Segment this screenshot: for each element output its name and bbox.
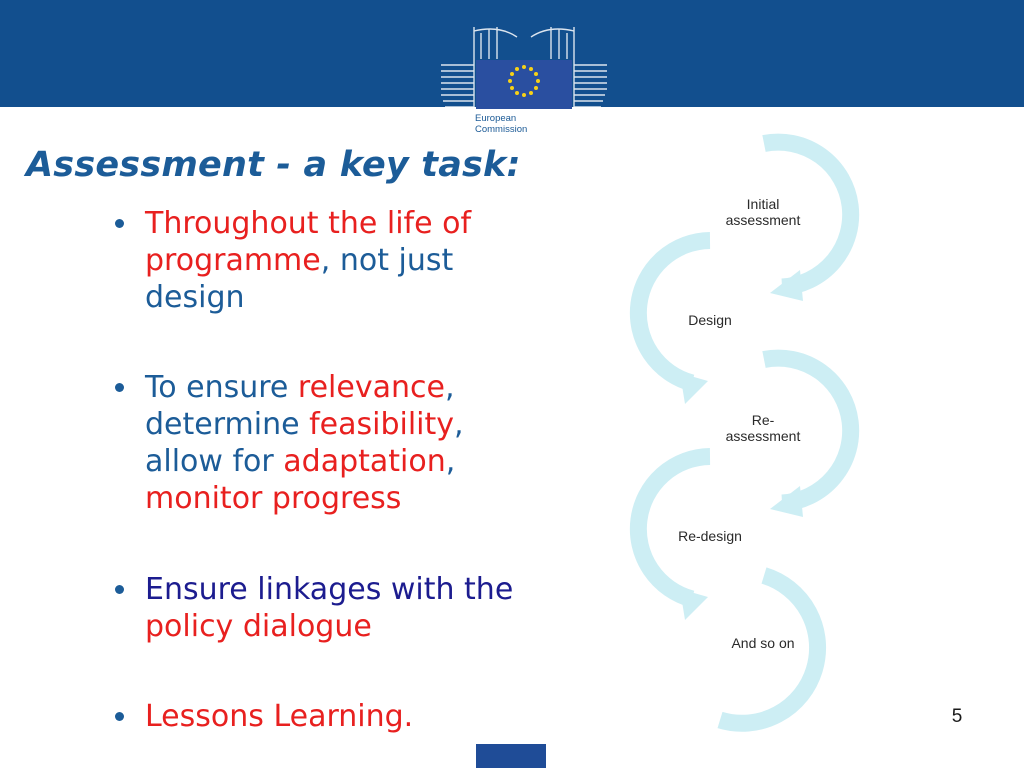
bullet-text: , allow for <box>145 407 464 479</box>
footer-flag <box>476 744 546 768</box>
cycle-node-initial-assessment: Initial assessment <box>725 196 801 228</box>
bullet-text: To ensure <box>145 370 298 405</box>
cycle-node-and-so-on: And so on <box>731 635 795 651</box>
bullet-text: policy dialogue <box>145 609 372 644</box>
bullet-text: monitor progress <box>145 481 402 516</box>
cycle-node-re-assessment: Re- assessment <box>725 412 801 444</box>
logo-name-line: Commission <box>475 124 528 135</box>
slide-title: Assessment - a key task: <box>26 145 521 185</box>
cycle-node-re-design: Re-design <box>678 528 742 544</box>
cycle-arrow-icon <box>680 589 708 620</box>
bullet-text: , not just design <box>145 243 454 315</box>
cycle-arrow-icon <box>770 486 803 517</box>
cycle-arrow-icon <box>770 270 803 301</box>
bullet-text: , <box>445 444 456 479</box>
cycle-node-design: Design <box>688 312 732 328</box>
cycle-arrow-icon <box>680 373 708 404</box>
page-number: 5 <box>951 706 963 727</box>
bullet-text: Ensure linkages with the <box>145 572 514 607</box>
bullet-text: feasibility <box>309 407 455 442</box>
logo-name-line: European <box>475 113 517 124</box>
bullet-text: Throughout the life of programme <box>145 206 472 278</box>
bullet-text: adaptation <box>283 444 446 479</box>
bullet-text: Lessons Learning. <box>145 699 414 734</box>
bullet-text: relevance <box>297 370 445 405</box>
bullet-text: , determine <box>145 370 455 442</box>
